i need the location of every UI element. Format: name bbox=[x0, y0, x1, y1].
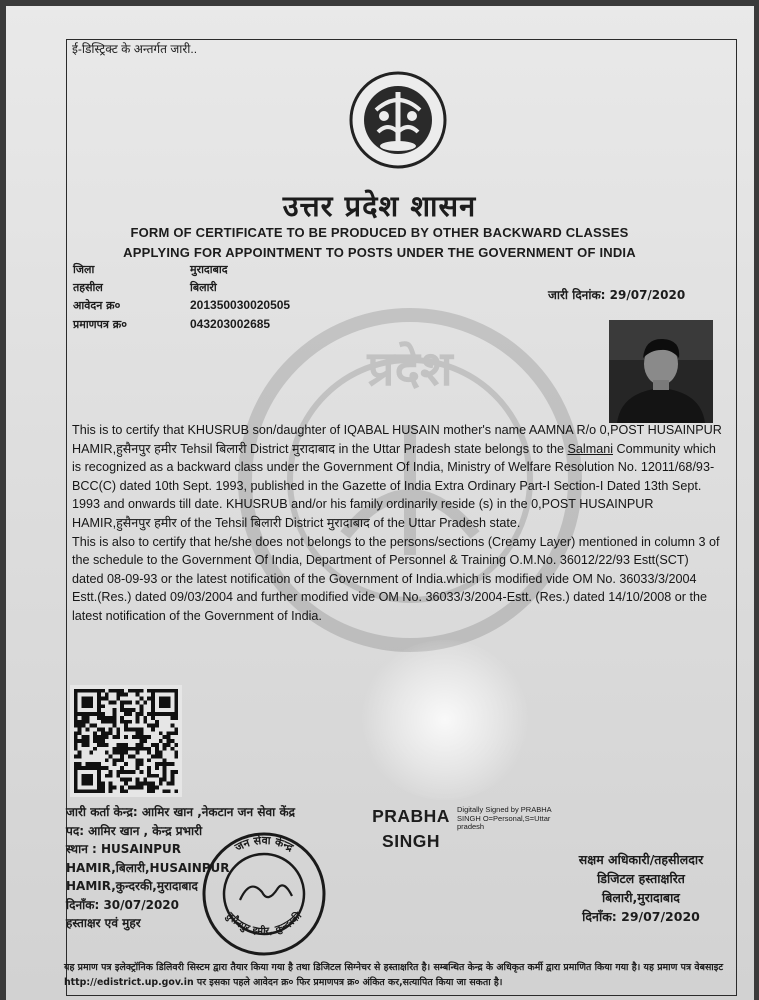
svg-text:जन सेवा केन्द्र: जन सेवा केन्द्र bbox=[232, 833, 296, 855]
issued-under-note: ई-डिस्ट्रिक्ट के अन्तर्गत जारी.. bbox=[72, 42, 198, 56]
certificate-paragraph-2: This is also to certify that he/she does not belongs to the persons/sections (Creamy Layer) mentioned in column 3 of the schedule to the Government Of India, Department of Personnel & Training O.M.No. 36012/22/93 Estt(SCT) dated 08-09-93 or the latest notification of the Government of India.which is modified vide OM No. 36033/3/2004 Estt.(Res.) dated 09/03/2004 and further modified vide OM No. 36033/3/2004-Estt. (Res.) dated 14/10/2008 or the latest notification of the Government of India. bbox=[72, 534, 720, 623]
document-title: उत्तर प्रदेश शासन bbox=[282, 189, 477, 223]
issuing-location-1: स्थान : HUSAINPUR bbox=[66, 842, 182, 856]
district-label: जिला bbox=[73, 263, 95, 276]
tehsil-label: तहसील bbox=[73, 281, 103, 294]
certificate-number-value: 043203002685 bbox=[190, 317, 271, 331]
qr-code bbox=[70, 685, 182, 797]
subtitle-line-1: FORM OF CERTIFICATE TO BE PRODUCED BY OTHER BACKWARD CLASSES bbox=[130, 225, 629, 240]
issuing-location-2: HAMIR,बिलारी,HUSAINPUR bbox=[66, 860, 230, 875]
application-number-label: आवेदन क्र० bbox=[73, 299, 121, 312]
certificate-body bbox=[72, 421, 722, 626]
authority-designation: सक्षम अधिकारी/तहसीलदार bbox=[578, 852, 704, 867]
tehsil-value: बिलारी bbox=[190, 281, 217, 294]
signer-last-name: SINGH bbox=[382, 831, 440, 851]
competent-authority-block bbox=[556, 850, 726, 926]
digitally-signed-label: डिजिटल हस्ताक्षरित bbox=[597, 871, 685, 886]
issue-date: जारी दिनांक: 29/07/2020 bbox=[548, 288, 686, 302]
subtitle-line-2: APPLYING FOR APPOINTMENT TO POSTS UNDER THE GOVERNMENT OF INDIA bbox=[123, 245, 636, 260]
applicant-photo bbox=[609, 320, 713, 423]
verification-footer: यह प्रमाण पत्र इलेक्ट्रॉनिक डिलिवरी सिस्टम द्वारा तैयार किया गया है तथा डिजिटल सिग्नेचर से हस्ताक्षरित है। सम्बन्धित केन्द्र के अधिकृत कर्मी द्वारा प्रमाणित किया गया है। यह प्रमाण पत्र वेबसाइट http://edistrict.up.gov.in पर इसका पहले आवेदन क्र० फिर प्रमाणपत्र क्र० अंकित कर,सत्यापित किया जा सकता है। bbox=[64, 962, 724, 988]
issuing-center: जारी कर्ता केन्द्र: आमिर खान ,नेकटान जन सेवा केंद्र bbox=[66, 805, 296, 819]
issuing-post: पद: आमिर खान , केन्द्र प्रभारी bbox=[66, 823, 203, 838]
up-government-emblem bbox=[348, 70, 448, 170]
signer-first-name: PRABHA bbox=[372, 806, 450, 826]
authority-date: दिनाँक: 29/07/2020 bbox=[582, 909, 700, 924]
authority-location: बिलारी,मुरादाबाद bbox=[602, 890, 680, 905]
svg-text:हुसैनपुर हमीर, कुन्दरकी: हुसैनपुर हमीर, कुन्दरकी bbox=[223, 910, 305, 938]
signature-and-seal-label: हस्ताक्षर एवं मुहर bbox=[66, 916, 141, 930]
paragraph-1-end: Community which is recognized as a backward class under the Government Of India, Ministry of Welfare Resolution No. 12011/68/93-BCC(C) dated 10th Sept. 1993, published in the Gazette of India Extra Ordinary Part-I Section-I Dated 13th Sept. 1993 and onwards till date. KHUSRUB and/or his family ordinarily reside (s) in the 0,POST HUSAINPUR HAMIR,हुसैनपुर हमीर of the Tehsil बिलारी District मुरादाबाद of the Uttar Pradesh state. bbox=[72, 441, 716, 530]
district-value: मुरादाबाद bbox=[190, 263, 228, 276]
application-number-value: 201350030020505 bbox=[190, 298, 291, 312]
certificate-number-label: प्रमाणपत्र क्र० bbox=[73, 318, 127, 331]
issuing-location-3: HAMIR,कुन्दरकी,मुरादाबाद bbox=[66, 879, 198, 893]
community-name: Salmani bbox=[567, 441, 613, 456]
jan-seva-kendra-seal bbox=[200, 830, 328, 958]
svg-text:प्रदेश: प्रदेश bbox=[367, 341, 453, 397]
certificate-paragraph-1 bbox=[72, 421, 722, 533]
digital-signature-details: Digitally Signed by PRABHA SINGH O=Personal,S=Uttar pradesh bbox=[457, 805, 552, 831]
light-glare bbox=[360, 640, 530, 800]
digital-signer-name bbox=[366, 804, 456, 854]
paragraph-1-start: This is to certify that KHUSRUB son/daughter of IQABAL HUSAIN mother's name AAMNA R/o 0,POST HUSAINPUR HAMIR,हुसैनपुर हमीर Tehsil बिलारी District मुरादाबाद in the Uttar Pradesh state belongs to the bbox=[72, 423, 722, 456]
issuing-date: दिनाँक: 30/07/2020 bbox=[66, 897, 180, 912]
